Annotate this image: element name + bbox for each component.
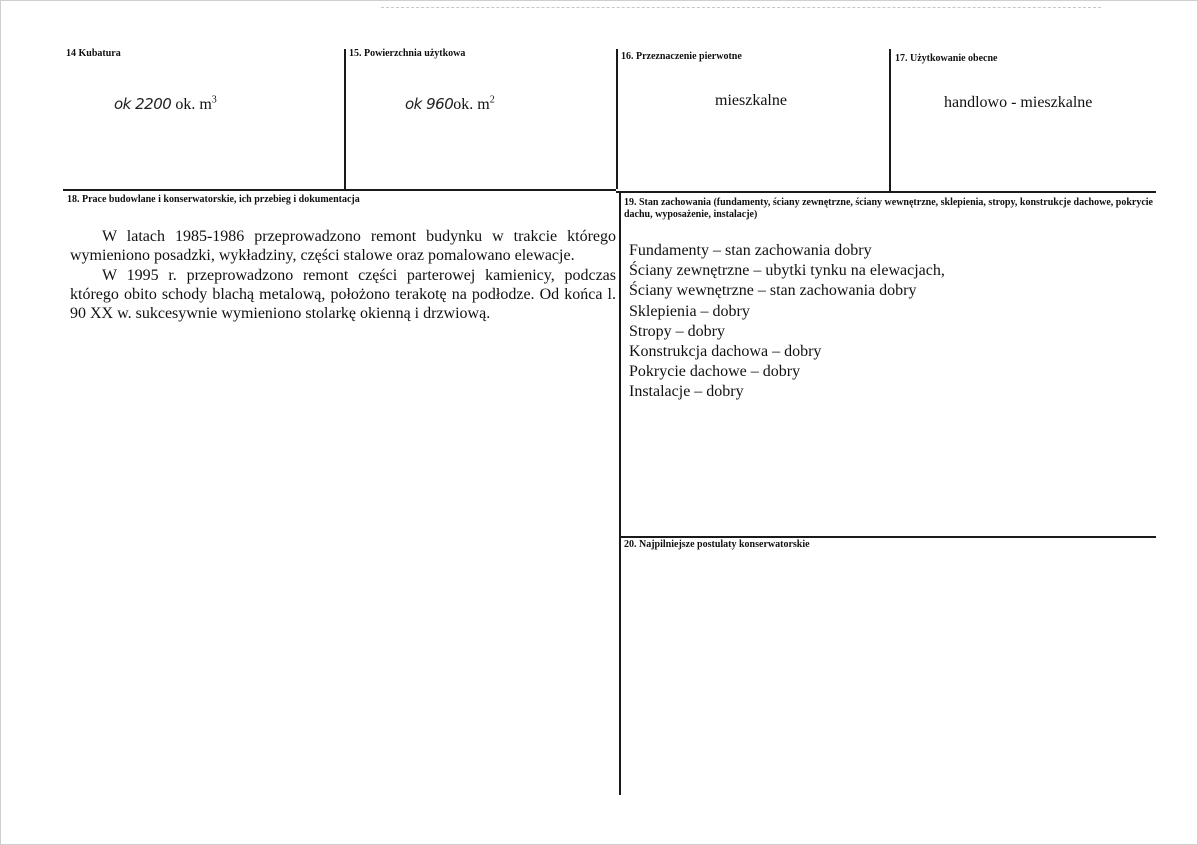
list-item: Pokrycie dachowe – dobry [629, 363, 801, 381]
divider-16-17 [889, 49, 891, 192]
field-14-handwritten: ok 2200 [114, 95, 172, 113]
field-19-label: 19. Stan zachowania (fundamenty, ściany zewnętrzne, ściany wewnętrzne, sklepienia, stropy, konstrukcje dachowe, pokrycie dachu, wyposażenie, instalacje) [624, 197, 1153, 220]
field-18-paragraph-2: W 1995 r. przeprowadzono remont części parterowej kamienicy, podczas którego obito schody blachą metalową, położono terakotę na podłodze. Od końca l. 90 XX w. sukcesywnie wymieniono stolarkę okienną i drzwiową. [70, 267, 616, 322]
field-15-unit-sup: 2 [489, 94, 495, 106]
rule-under-top-row [63, 189, 616, 191]
list-item: Instalacje – dobry [629, 383, 744, 401]
field-17-value: handlowo - mieszkalne [944, 94, 1093, 111]
divider-14-15 [344, 49, 346, 189]
field-17-label: 17. Użytkowanie obecne [895, 53, 998, 64]
rule-above-field-20 [620, 536, 1156, 538]
list-item: Konstrukcja dachowa – dobry [629, 343, 822, 361]
field-15-handwritten: ok 960 [405, 95, 454, 113]
list-item: Ściany wewnętrzne – stan zachowania dobry [629, 282, 917, 300]
rule-under-top-row-right [616, 191, 1156, 193]
divider-18-19 [619, 191, 621, 795]
field-18-paragraph-1: W latach 1985-1986 przeprowadzono remont budynku w trakcie którego wymieniono posadzki, wykładziny, części stalowe oraz pomalowano elewacje. [70, 228, 616, 264]
field-19-list [629, 241, 945, 403]
list-item: Stropy – dobry [629, 322, 725, 340]
divider-15-16 [616, 49, 618, 189]
field-16-label: 16. Przeznaczenie pierwotne [621, 51, 742, 62]
list-item: Fundamenty – stan zachowania dobry [629, 242, 872, 259]
field-14-value [114, 95, 217, 114]
field-14-label: 14 Kubatura [66, 48, 121, 59]
field-15-unit: ok. m [453, 96, 490, 113]
field-20-label: 20. Najpilniejsze postulaty konserwatorskie [624, 539, 810, 550]
list-item: Sklepienia – dobry [629, 302, 750, 320]
list-item: Ściany zewnętrzne – ubytki tynku na elewacjach, [629, 262, 945, 280]
scan-artifact-line [381, 7, 1101, 8]
field-16-value: mieszkalne [715, 92, 787, 109]
field-15-value [405, 95, 495, 114]
field-14-unit-sup: 3 [211, 94, 217, 106]
field-18-label: 18. Prace budowlane i konserwatorskie, ich przebieg i dokumentacja [67, 194, 360, 205]
field-15-label: 15. Powierzchnia użytkowa [349, 48, 466, 59]
field-14-unit: ok. m [175, 96, 212, 113]
